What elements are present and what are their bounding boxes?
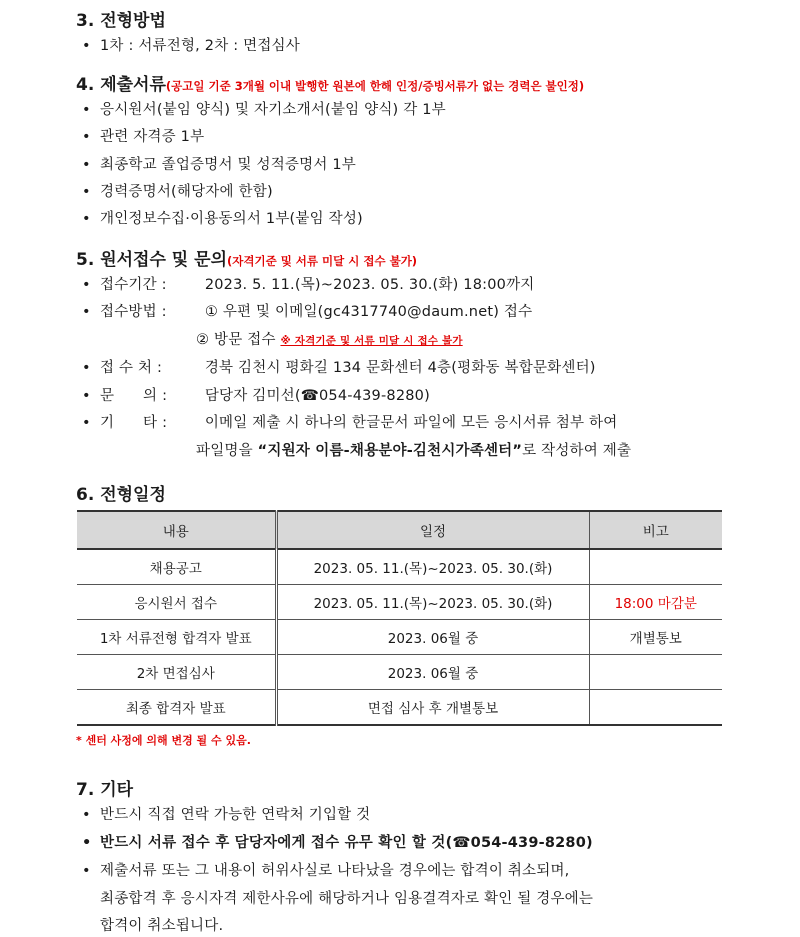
list-item: • 경력증명서(해당자에 한함) [82, 184, 273, 200]
schedule-footnote: * 센터 사정에 의해 변경 될 수 있음. [76, 734, 251, 747]
etc-line-2: 파일명을 “지원자 이름-채용분야-김천시가족센터”로 작성하여 제출 [196, 443, 632, 459]
deadline-remark: 18:00 마감분 [589, 585, 722, 620]
table-row: 2차 면접심사 2023. 06월 중 [77, 655, 722, 690]
table-row: 1차 서류전형 합격자 발표 2023. 06월 중 개별통보 [77, 620, 722, 655]
list-item-etc: • 기 타 : 이메일 제출 시 하나의 한글문서 파일에 모든 응시서류 첨부 하여 [82, 415, 618, 431]
list-item-continuation: 최종합격 후 응시자격 제한사유에 해당하거나 임용결격자로 확인 될 경우에는 [100, 891, 594, 907]
filename-format: “지원자 이름-채용분야-김천시가족센터” [257, 443, 523, 459]
method-2-note: ※ 자격기준 및 서류 미달 시 접수 불가 [280, 335, 463, 347]
list-item-period: • 접수기간 : 2023. 5. 11.(목)~2023. 05. 30.(화) 18:00까지 [82, 277, 535, 293]
section-5-note: (자격기준 및 서류 미달 시 접수 불가) [227, 254, 418, 268]
list-item: • 제출서류 또는 그 내용이 허위사실로 나타났을 경우에는 합격이 취소되며, [82, 863, 570, 879]
section-4-title: 4. 제출서류(공고일 기준 3개월 이내 발행한 원본에 한해 인정/증빙서류가 없는 경력은 불인정) [76, 75, 585, 95]
list-item: • 반드시 직접 연락 가능한 연락처 기입할 것 [82, 807, 371, 823]
list-item-inquiry: • 문 의 : 담당자 김미선(☎054-439-8280) [82, 388, 430, 404]
schedule-table [77, 510, 722, 726]
section-3-title: 3. 전형방법 [76, 11, 166, 31]
table-row: 최종 합격자 발표 면접 심사 후 개별통보 [77, 690, 722, 726]
section-4-note: (공고일 기준 3개월 이내 발행한 원본에 한해 인정/증빙서류가 없는 경력은 불인정) [165, 79, 585, 93]
header-content: 내용 [77, 511, 276, 549]
list-item: • 개인정보수집·이용동의서 1부(붙임 작성) [82, 211, 363, 227]
method-2: ② 방문 접수 ※ 자격기준 및 서류 미달 시 접수 불가 [196, 332, 463, 348]
table-row: 채용공고 2023. 05. 11.(목)~2023. 05. 30.(화) [77, 549, 722, 585]
list-item: • 최종학교 졸업증명서 및 성적증명서 1부 [82, 157, 356, 173]
header-schedule: 일정 [276, 511, 589, 549]
list-item: • 관련 자격증 1부 [82, 129, 205, 145]
section-6-title: 6. 전형일정 [76, 485, 166, 505]
list-item-emphasis: • 반드시 서류 접수 후 담당자에게 접수 유무 확인 할 것(☎054-439-8280) [82, 835, 593, 851]
table-row: 응시원서 접수 2023. 05. 11.(목)~2023. 05. 30.(화) 18:00 마감분 [77, 585, 722, 620]
list-item-method: • 접수방법 : ① 우편 및 이메일(gc4317740@daum.net) 접수 [82, 304, 533, 320]
list-item: • 응시원서(붙임 양식) 및 자기소개서(붙임 양식) 각 1부 [82, 102, 446, 118]
section-5-title: 5. 원서접수 및 문의(자격기준 및 서류 미달 시 접수 불가) [76, 250, 418, 270]
list-item: • 1차 : 서류전형, 2차 : 면접심사 [82, 38, 300, 54]
list-item-place: • 접 수 처 : 경북 김천시 평화길 134 문화센터 4층(평화동 복합문화센터) [82, 360, 596, 376]
list-item-continuation: 합격이 취소됩니다. [100, 918, 224, 934]
header-remark: 비고 [589, 511, 722, 549]
table-header-row [77, 511, 722, 549]
section-7-title: 7. 기타 [76, 780, 134, 800]
